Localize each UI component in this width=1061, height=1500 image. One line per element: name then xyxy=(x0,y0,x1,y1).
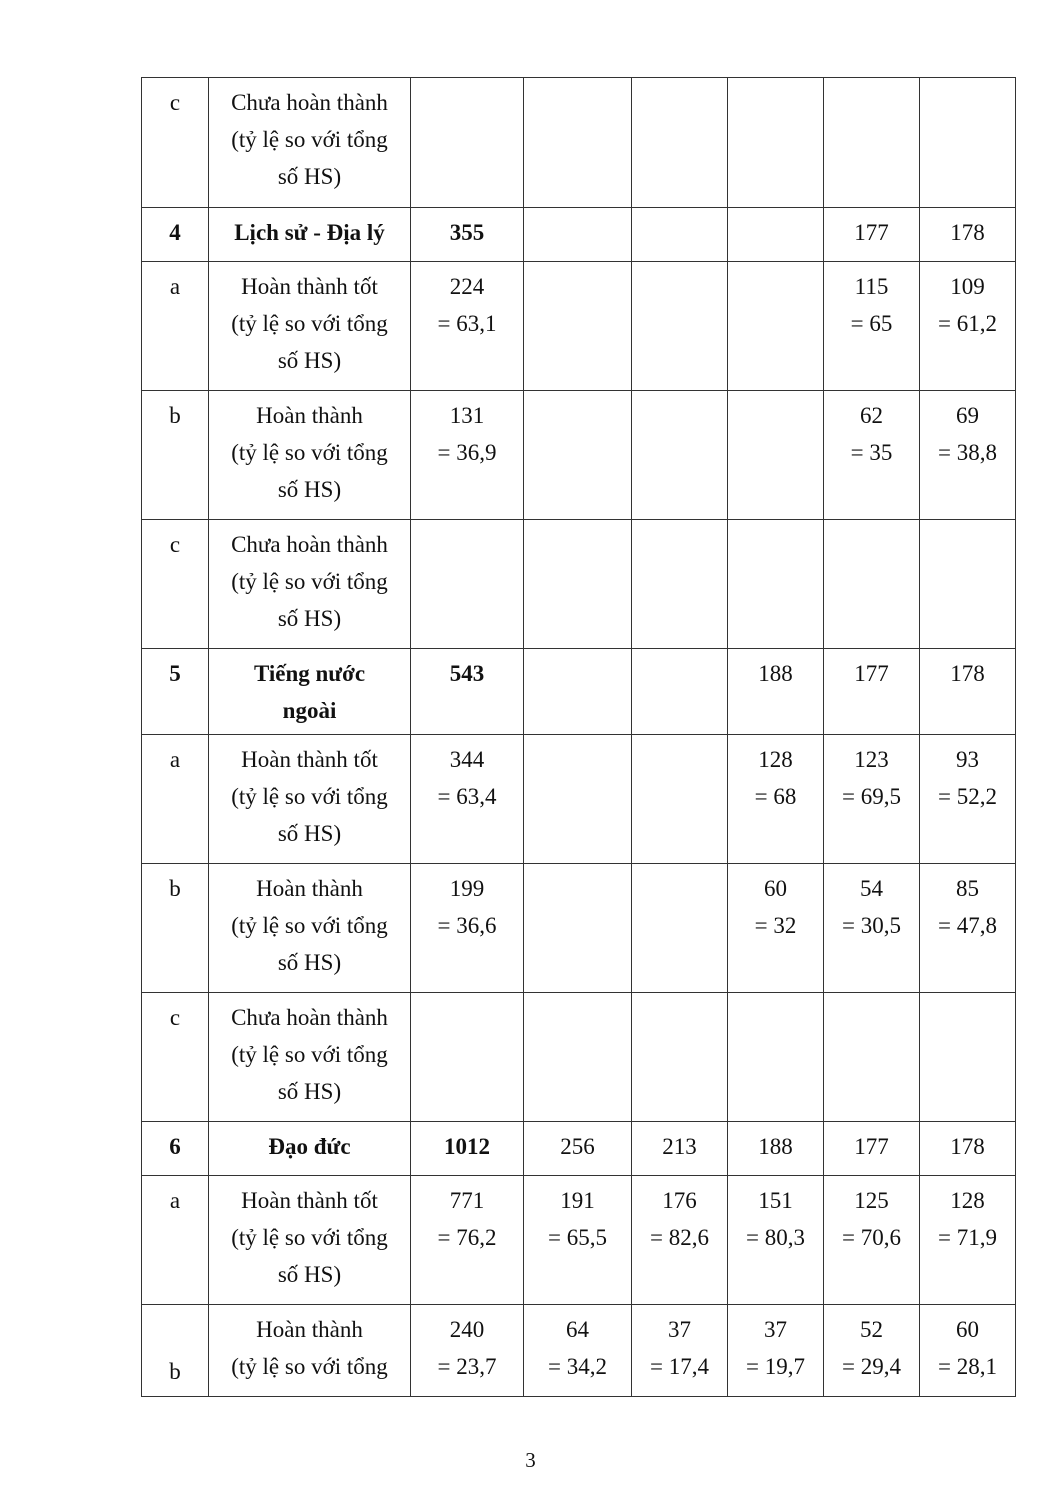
count-value: 151 xyxy=(758,1188,793,1213)
row-label-cell xyxy=(209,1305,411,1397)
value-cell xyxy=(524,864,632,993)
value-cell xyxy=(824,993,920,1122)
count-value: 177 xyxy=(854,661,889,686)
value-cell xyxy=(728,993,824,1122)
value-cell xyxy=(524,993,632,1122)
value-cell xyxy=(411,993,524,1122)
row-number-cell xyxy=(142,993,209,1122)
value-cell xyxy=(920,649,1016,735)
row-number: a xyxy=(169,747,181,772)
percent-value: = 63,4 xyxy=(437,784,497,809)
percent-value: = 68 xyxy=(754,784,797,809)
value-cell xyxy=(411,208,524,262)
value-cell xyxy=(524,262,632,391)
row-label-cell xyxy=(209,520,411,649)
row-label-cell xyxy=(209,864,411,993)
percent-value: = 32 xyxy=(754,913,797,938)
table-row xyxy=(142,391,1016,520)
value-cell xyxy=(524,520,632,649)
percent-value: = 23,7 xyxy=(437,1354,497,1379)
count-value: 188 xyxy=(758,1134,793,1159)
percent-value: = 30,5 xyxy=(842,913,901,938)
row-number: c xyxy=(169,1005,181,1030)
value-cell xyxy=(524,78,632,208)
count-value: 240 xyxy=(449,1317,485,1342)
row-label-cell xyxy=(209,993,411,1122)
count-value: 771 xyxy=(449,1188,485,1213)
value-cell xyxy=(411,864,524,993)
value-cell xyxy=(728,520,824,649)
percent-value: = 63,1 xyxy=(437,311,497,336)
table-row xyxy=(142,649,1016,735)
percent-value: = 69,5 xyxy=(842,784,901,809)
value-cell xyxy=(728,649,824,735)
percent-value: = 52,2 xyxy=(938,784,997,809)
count-value: 178 xyxy=(950,1134,985,1159)
percent-value: = 70,6 xyxy=(842,1225,901,1250)
row-label-line: (tỷ lệ so với tổng xyxy=(231,1042,388,1067)
count-value: 344 xyxy=(449,747,485,772)
row-label-cell xyxy=(209,208,411,262)
table-row xyxy=(142,1305,1016,1397)
row-label-line: (tỷ lệ so với tổng xyxy=(231,311,388,336)
percent-value: = 28,1 xyxy=(938,1354,997,1379)
row-label-line: Chưa hoàn thành xyxy=(231,90,388,115)
percent-value: = 61,2 xyxy=(938,311,997,336)
table-row xyxy=(142,1122,1016,1176)
row-label-cell xyxy=(209,391,411,520)
percent-value: = 65,5 xyxy=(548,1225,607,1250)
row-number: c xyxy=(169,532,181,557)
value-cell xyxy=(824,1305,920,1397)
count-value: 191 xyxy=(560,1188,595,1213)
percent-value: = 36,9 xyxy=(437,440,497,465)
table-row xyxy=(142,520,1016,649)
row-label-cell xyxy=(209,1122,411,1176)
value-cell xyxy=(728,78,824,208)
value-cell xyxy=(824,208,920,262)
table-row xyxy=(142,208,1016,262)
row-number: a xyxy=(169,274,181,299)
percent-value: = 76,2 xyxy=(437,1225,497,1250)
count-value: 109 xyxy=(950,274,985,299)
value-cell xyxy=(524,735,632,864)
value-cell xyxy=(632,391,728,520)
count-value: 224 xyxy=(449,274,485,299)
row-number: 6 xyxy=(169,1134,181,1159)
count-value: 115 xyxy=(854,274,889,299)
value-cell xyxy=(632,993,728,1122)
value-cell xyxy=(524,208,632,262)
value-cell xyxy=(728,391,824,520)
count-value: 178 xyxy=(950,661,985,686)
page-number: 3 xyxy=(525,1448,536,1472)
row-label-cell xyxy=(209,78,411,208)
value-cell xyxy=(632,262,728,391)
value-cell xyxy=(728,1305,824,1397)
row-number-cell xyxy=(142,1176,209,1305)
value-cell xyxy=(728,1176,824,1305)
row-number-cell xyxy=(142,1305,209,1397)
value-cell xyxy=(524,1305,632,1397)
value-cell xyxy=(824,262,920,391)
value-cell xyxy=(824,864,920,993)
value-cell xyxy=(728,262,824,391)
percent-value: = 47,8 xyxy=(938,913,997,938)
value-cell xyxy=(524,391,632,520)
row-label-line: Hoàn thành tốt xyxy=(241,747,378,772)
value-cell xyxy=(524,1122,632,1176)
value-cell xyxy=(920,262,1016,391)
count-value: 52 xyxy=(860,1317,883,1342)
value-cell xyxy=(920,391,1016,520)
row-label-line: Hoàn thành xyxy=(256,403,363,428)
count-value: 62 xyxy=(860,403,883,428)
count-value: 177 xyxy=(854,220,889,245)
row-label-cell xyxy=(209,649,411,735)
row-number-cell xyxy=(142,864,209,993)
row-number: b xyxy=(169,403,181,428)
percent-value: = 17,4 xyxy=(650,1354,709,1379)
count-value: 85 xyxy=(956,876,979,901)
value-cell xyxy=(824,391,920,520)
count-value: 177 xyxy=(854,1134,889,1159)
row-label-line: số HS) xyxy=(277,1079,342,1104)
row-label-line: Hoàn thành xyxy=(256,1317,363,1342)
row-number: 5 xyxy=(169,661,181,686)
value-cell xyxy=(411,1176,524,1305)
count-value: 176 xyxy=(662,1188,697,1213)
row-label-cell xyxy=(209,735,411,864)
value-cell xyxy=(728,1122,824,1176)
row-label-line: số HS) xyxy=(277,1262,342,1287)
value-cell xyxy=(632,1176,728,1305)
row-label-line: Lịch sử - Địa lý xyxy=(234,220,385,245)
value-cell xyxy=(920,1122,1016,1176)
row-label-line: Hoàn thành tốt xyxy=(241,1188,378,1213)
count-value: 188 xyxy=(758,661,793,686)
row-label-line: Hoàn thành xyxy=(256,876,363,901)
row-label-line: số HS) xyxy=(277,164,342,189)
percent-value: = 38,8 xyxy=(938,440,997,465)
value-cell xyxy=(632,864,728,993)
row-label-line: ngoài xyxy=(282,698,337,723)
count-value: 125 xyxy=(854,1188,889,1213)
row-label-line: số HS) xyxy=(277,950,342,975)
value-cell xyxy=(728,864,824,993)
count-value: 1012 xyxy=(444,1134,490,1159)
row-label-line: (tỷ lệ so với tổng xyxy=(231,1225,388,1250)
row-label-line: (tỷ lệ so với tổng xyxy=(231,784,388,809)
row-number-cell xyxy=(142,520,209,649)
count-value: 54 xyxy=(860,876,883,901)
count-value: 60 xyxy=(764,876,787,901)
row-number-cell xyxy=(142,262,209,391)
count-value: 60 xyxy=(956,1317,979,1342)
value-cell xyxy=(632,649,728,735)
value-cell xyxy=(920,993,1016,1122)
value-cell xyxy=(920,78,1016,208)
value-cell xyxy=(920,1305,1016,1397)
percent-value: = 71,9 xyxy=(938,1225,997,1250)
value-cell xyxy=(411,262,524,391)
count-value: 69 xyxy=(956,403,979,428)
percent-value: = 82,6 xyxy=(650,1225,709,1250)
row-label-line: Tiếng nước xyxy=(253,661,366,686)
count-value: 128 xyxy=(758,747,793,772)
value-cell xyxy=(632,208,728,262)
percent-value: = 29,4 xyxy=(842,1354,901,1379)
value-cell xyxy=(728,735,824,864)
table-row xyxy=(142,735,1016,864)
value-cell xyxy=(411,649,524,735)
row-number-cell xyxy=(142,208,209,262)
value-cell xyxy=(632,735,728,864)
row-number: 4 xyxy=(169,220,181,245)
table-row xyxy=(142,1176,1016,1305)
percent-value: = 35 xyxy=(850,440,893,465)
value-cell xyxy=(632,1305,728,1397)
value-cell xyxy=(824,1122,920,1176)
row-label-line: Hoàn thành tốt xyxy=(241,274,378,299)
value-cell xyxy=(524,1176,632,1305)
percent-value: = 34,2 xyxy=(548,1354,607,1379)
count-value: 123 xyxy=(854,747,889,772)
row-label-line: số HS) xyxy=(277,348,342,373)
value-cell xyxy=(411,1305,524,1397)
row-label-line: (tỷ lệ so với tổng xyxy=(231,569,388,594)
percent-value: = 36,6 xyxy=(437,913,497,938)
count-value: 543 xyxy=(449,661,485,686)
table-row xyxy=(142,262,1016,391)
value-cell xyxy=(920,1176,1016,1305)
count-value: 128 xyxy=(950,1188,985,1213)
row-number-cell xyxy=(142,1122,209,1176)
row-label-line: số HS) xyxy=(277,606,342,631)
count-value: 213 xyxy=(662,1134,697,1159)
percent-value: = 65 xyxy=(850,311,893,336)
value-cell xyxy=(411,1122,524,1176)
percent-value: = 80,3 xyxy=(746,1225,805,1250)
row-label-line: Chưa hoàn thành xyxy=(231,1005,388,1030)
value-cell xyxy=(920,864,1016,993)
value-cell xyxy=(524,649,632,735)
value-cell xyxy=(824,649,920,735)
count-value: 199 xyxy=(449,876,485,901)
table-row xyxy=(142,864,1016,993)
row-number: b xyxy=(169,876,181,901)
table-row xyxy=(142,78,1016,208)
row-label-line: (tỷ lệ so với tổng xyxy=(231,127,388,152)
row-number: a xyxy=(169,1188,181,1213)
value-cell xyxy=(920,520,1016,649)
value-cell xyxy=(411,391,524,520)
row-number-cell xyxy=(142,391,209,520)
value-cell xyxy=(920,735,1016,864)
row-label-line: (tỷ lệ so với tổng xyxy=(231,913,388,938)
count-value: 37 xyxy=(668,1317,691,1342)
row-label-line: Đạo đức xyxy=(268,1134,351,1159)
row-number: c xyxy=(169,90,181,115)
value-cell xyxy=(824,1176,920,1305)
row-number-cell xyxy=(142,649,209,735)
value-cell xyxy=(411,520,524,649)
value-cell xyxy=(411,735,524,864)
count-value: 131 xyxy=(449,403,485,428)
row-label-line: số HS) xyxy=(277,477,342,502)
row-number-cell xyxy=(142,78,209,208)
value-cell xyxy=(824,78,920,208)
row-label-cell xyxy=(209,262,411,391)
count-value: 355 xyxy=(449,220,485,245)
value-cell xyxy=(632,1122,728,1176)
row-label-line: Chưa hoàn thành xyxy=(231,532,388,557)
value-cell xyxy=(824,520,920,649)
value-cell xyxy=(411,78,524,208)
table-row xyxy=(142,993,1016,1122)
count-value: 37 xyxy=(764,1317,787,1342)
count-value: 64 xyxy=(566,1317,589,1342)
row-label-line: (tỷ lệ so với tổng xyxy=(231,440,388,465)
value-cell xyxy=(920,208,1016,262)
value-cell xyxy=(824,735,920,864)
count-value: 178 xyxy=(950,220,985,245)
value-cell xyxy=(632,520,728,649)
row-number-cell xyxy=(142,735,209,864)
results-table xyxy=(141,77,1016,1397)
row-number: b xyxy=(169,1359,181,1384)
row-label-line: số HS) xyxy=(277,821,342,846)
value-cell xyxy=(632,78,728,208)
value-cell xyxy=(728,208,824,262)
count-value: 93 xyxy=(956,747,979,772)
row-label-line: (tỷ lệ so với tổng xyxy=(231,1354,388,1379)
row-label-cell xyxy=(209,1176,411,1305)
percent-value: = 19,7 xyxy=(746,1354,805,1379)
count-value: 256 xyxy=(560,1134,595,1159)
